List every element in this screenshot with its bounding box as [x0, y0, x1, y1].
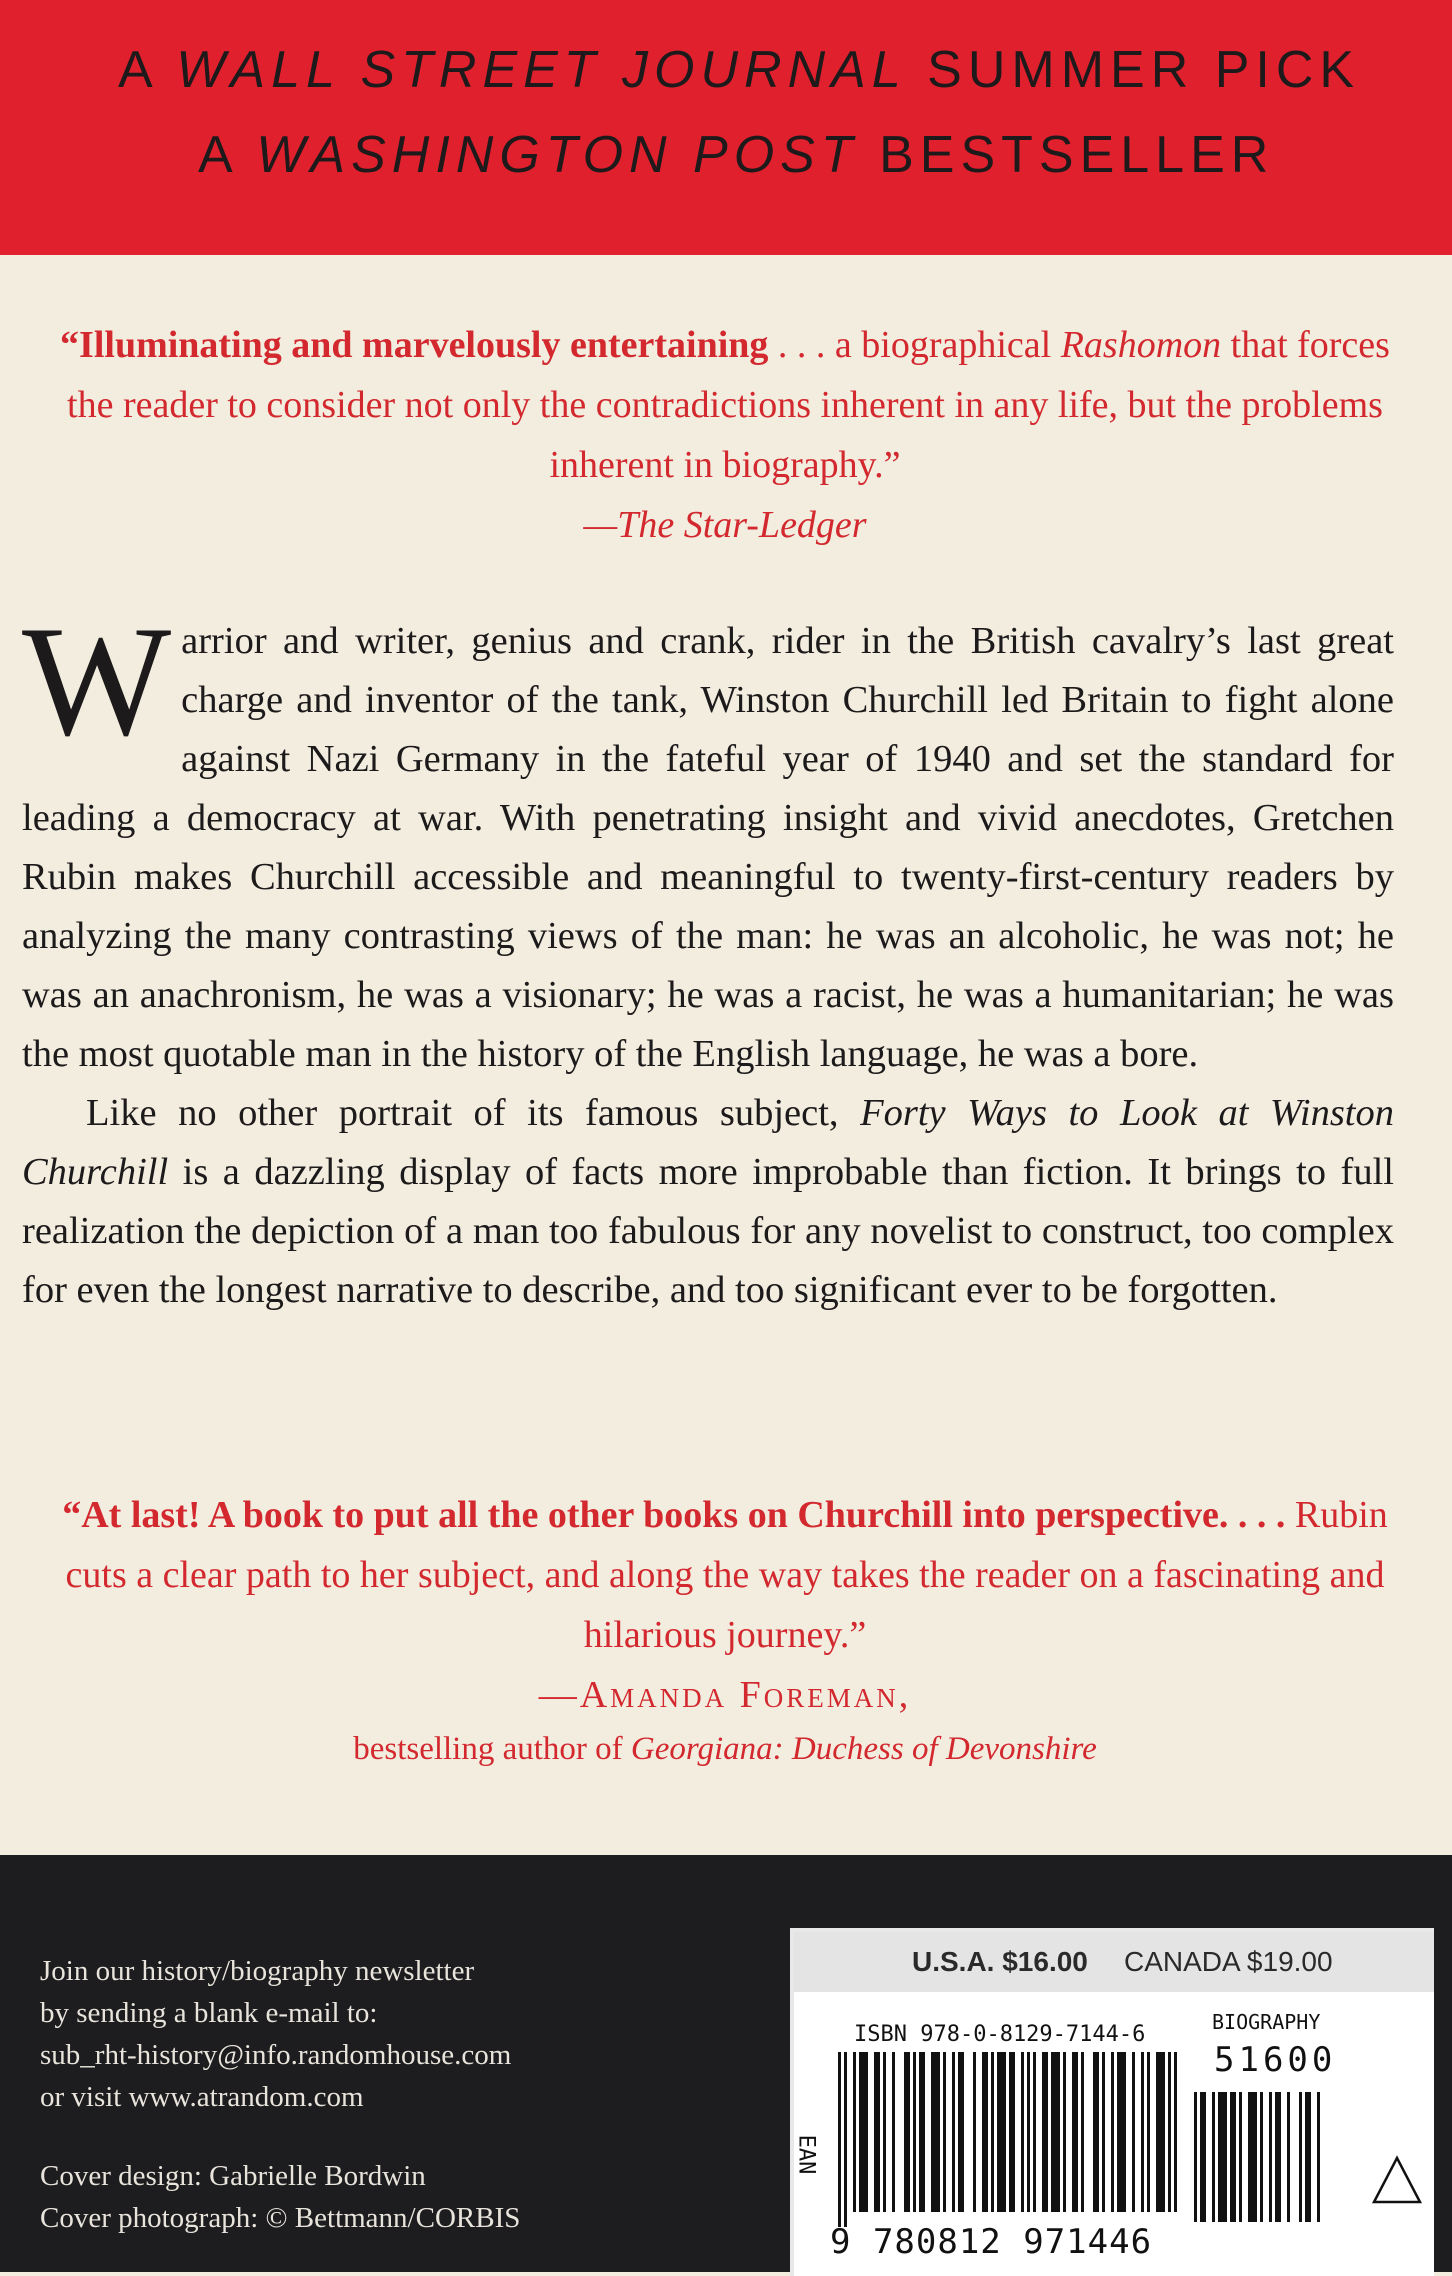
price-usa: U.S.A. $16.00 — [912, 1946, 1088, 1977]
quote-attribution: —The Star-Ledger — [583, 504, 867, 546]
review-quote-foreman: “At last! A book to put all the other books on Churchill into perspective. . . . Rubin cuts a clear path to her subject, and along the way takes the reader on a fascinating and hilarious journey.” —Amanda Foreman, bestselling author of Georgiana: Duchess of Devonshire — [40, 1485, 1410, 1773]
description-paragraph-1: Warrior and writer, genius and crank, rider in the British cavalry’s last great charge and inventor of the tank, Winston Churchill led Britain to fight alone against Nazi Germany in the fateful year of 1940 and set the standard for leading a democracy at war. With penetrating insight and vivid anecdotes, Gretchen Rubin makes Churchill accessible and meaningful to twenty-first-century readers by analyzing the many contrasting views of the man: he was an alcoholic, he was not; he was an anachronism, he was a visionary; he was a racist, he was a humanitarian; he was the most quotable man in the history of the English language, he was a bore. — [22, 594, 1394, 1075]
quote-title: Rashomon — [1060, 324, 1222, 366]
review-quote-star-ledger: “Illuminating and marvelously entertaining . . . a biographical Rashomon that forces the reader to consider not only the contradictions inherent in any life, but the problems inherent in biography.” —The Star-Ledger — [40, 315, 1410, 555]
price-canada: CANADA $19.00 — [1124, 1946, 1333, 1977]
price-code: 51600 — [1214, 2040, 1337, 2080]
description-paragraph-2: Like no other portrait of its famous subject, Forty Ways to Look at Winston Churchill is a dazzling display of facts more improbable than fiction. It brings to full realization the depiction of a man too fabulous for any novelist to construct, too complex for even the longest narrative to describe, and too significant ever to be forgotten. — [22, 1092, 1394, 1311]
banner-publication: WALL STREET JOURNAL — [176, 41, 907, 99]
quote-highlight: “Illuminating and marvelously entertaining — [60, 324, 769, 366]
barcode-addon-icon — [1194, 2092, 1354, 2222]
banner-line-wsj: A WALL STREET JOURNAL SUMMER PICK — [118, 41, 1361, 99]
banner-line-washington-post: A WASHINGTON POST BESTSELLER — [198, 126, 1275, 184]
quote-highlight: “At last! A book to put all the other books on Churchill into perspective. . . . — [62, 1494, 1286, 1536]
quote-byline: bestselling author of Georgiana: Duchess of Devonshire — [353, 1731, 1097, 1767]
newsletter-website: or visit www.atrandom.com — [40, 2081, 364, 2113]
newsletter-info: Join our history/biography newsletter by sending a blank e-mail to: sub_rht-history@info.randomhouse.com or visit www.atrandom.com — [40, 1950, 511, 2118]
barcode-number: 9 780812 971446 — [830, 2222, 1153, 2262]
red-banner — [0, 0, 1452, 255]
category-label: BIOGRAPHY — [1212, 2010, 1321, 2034]
drop-cap: W — [22, 594, 172, 769]
newsletter-email: sub_rht-history@info.randomhouse.com — [40, 2039, 512, 2071]
triangle-logo-icon — [1370, 2154, 1424, 2208]
book-description — [22, 594, 1394, 1320]
barcode-main-icon — [838, 2052, 1178, 2227]
ean-label: EAN — [793, 2134, 819, 2175]
cover-credits: Cover design: Gabrielle Bordwin Cover photograph: © Bettmann/CORBIS — [40, 2160, 521, 2234]
barcode-panel — [790, 1928, 1434, 2276]
book-title: Forty Ways to Look at Winston Churchill — [22, 1092, 1394, 1193]
quote-attribution: —Amanda Foreman, — [538, 1674, 912, 1716]
isbn-label: ISBN 978-0-8129-7144-6 — [854, 2022, 1146, 2047]
price-strip — [794, 1932, 1434, 1992]
banner-publication: WASHINGTON POST — [256, 126, 859, 184]
